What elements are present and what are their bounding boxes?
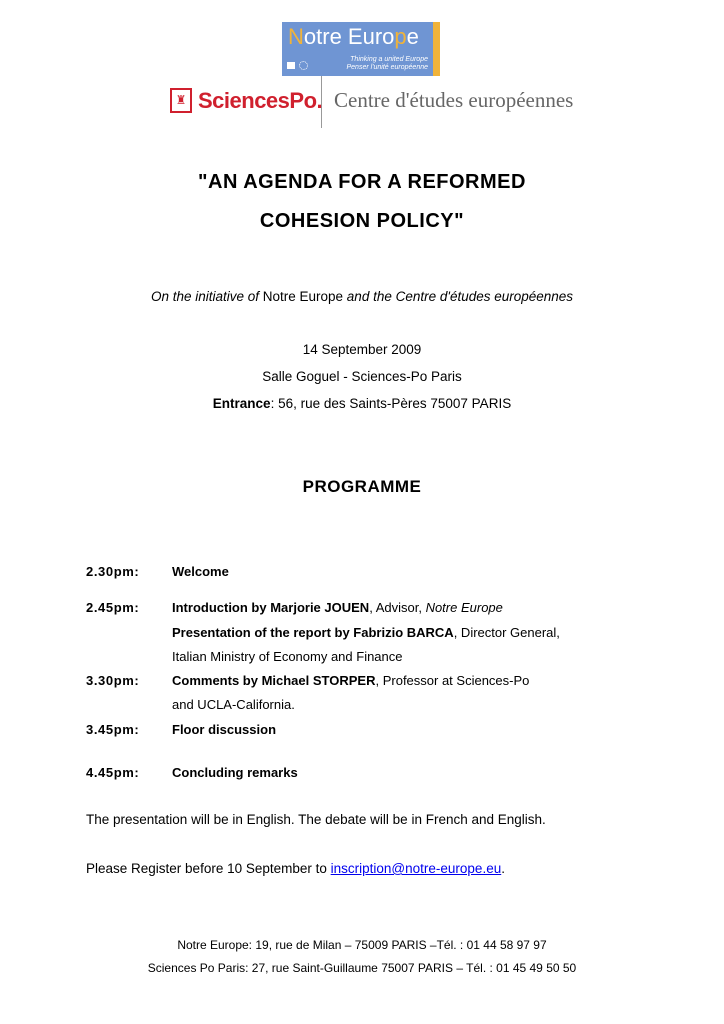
programme-item [172, 625, 560, 640]
item-detail: , Director General, [453, 625, 560, 640]
stars-circle-icon [299, 61, 308, 70]
programme-item [172, 765, 298, 780]
item-title: Comments by Michael STORPER [172, 673, 376, 688]
title-line-1: "AN AGENDA FOR A REFORMED [198, 171, 526, 193]
programme-time: 3.30pm: [86, 673, 140, 688]
flag-icon [287, 62, 295, 69]
sciences-po-logo-text: SciencesPo. [198, 88, 323, 113]
programme-item [172, 600, 503, 615]
tagline-en: Thinking a united Europe [350, 56, 428, 63]
sciences-po-crest-icon: ♜ [170, 88, 192, 113]
notre-europe-logo [282, 22, 440, 76]
item-title: Floor discussion [172, 722, 277, 737]
initiative-org: Notre Europe [262, 289, 344, 304]
programme-time: 3.45pm: [86, 722, 140, 737]
initiative-suffix: and the Centre d'études européennes [343, 289, 574, 304]
item-title: Introduction by Marjorie JOUEN [172, 600, 370, 615]
item-title: Concluding remarks [172, 765, 298, 780]
footer-notre-europe: Notre Europe: 19, rue de Milan – 75009 PARIS –Tél. : 01 44 58 97 97 [177, 938, 547, 952]
programme-heading: PROGRAMME [302, 477, 422, 496]
title-line-2: COHESION POLICY" [259, 210, 465, 232]
event-date: 14 September 2009 [302, 342, 422, 357]
register-email-link[interactable]: inscription@notre-europe.eu [330, 861, 502, 876]
initiative-prefix: On the initiative of [150, 289, 263, 304]
event-entrance [0, 396, 724, 411]
footer-sciences-po: Sciences Po Paris: 27, rue Saint-Guillaume 75007 PARIS – Tél. : 01 45 49 50 50 [147, 961, 577, 975]
programme-item-continued: Italian Ministry of Economy and Finance [172, 649, 403, 664]
logo-accent-bar [433, 22, 440, 76]
item-detail: , Advisor, [369, 600, 426, 615]
programme-item [172, 564, 229, 579]
entrance-label: Entrance [212, 396, 271, 411]
programme-item [172, 722, 276, 737]
language-note: The presentation will be in English. The debate will be in French and English. [86, 812, 546, 827]
programme-item-continued: and UCLA-California. [172, 697, 295, 712]
programme-time: 2.45pm: [86, 600, 140, 615]
tagline-fr: Penser l'unité européenne [346, 64, 428, 71]
programme-item [172, 673, 529, 688]
item-title: Presentation of the report by Fabrizio BARCA [172, 625, 454, 640]
event-venue: Salle Goguel - Sciences-Po Paris [262, 369, 462, 384]
register-suffix: . [501, 861, 505, 876]
programme-time: 4.45pm: [86, 765, 140, 780]
initiative-line [0, 289, 724, 304]
centre-logo-text: Centre d'études européennes [334, 88, 574, 112]
item-title: Welcome [172, 564, 229, 579]
entrance-value: : 56, rue des Saints-Pères 75007 PARIS [270, 396, 512, 411]
register-prefix: Please Register before 10 September to [86, 861, 331, 876]
notre-europe-logo-text: Notre Europe [288, 24, 419, 49]
item-detail: , Professor at Sciences-Po [375, 673, 530, 688]
registration-note [86, 861, 505, 876]
item-org: Notre Europe [425, 600, 503, 615]
notre-europe-tagline [346, 56, 428, 72]
programme-time: 2.30pm: [86, 564, 140, 579]
